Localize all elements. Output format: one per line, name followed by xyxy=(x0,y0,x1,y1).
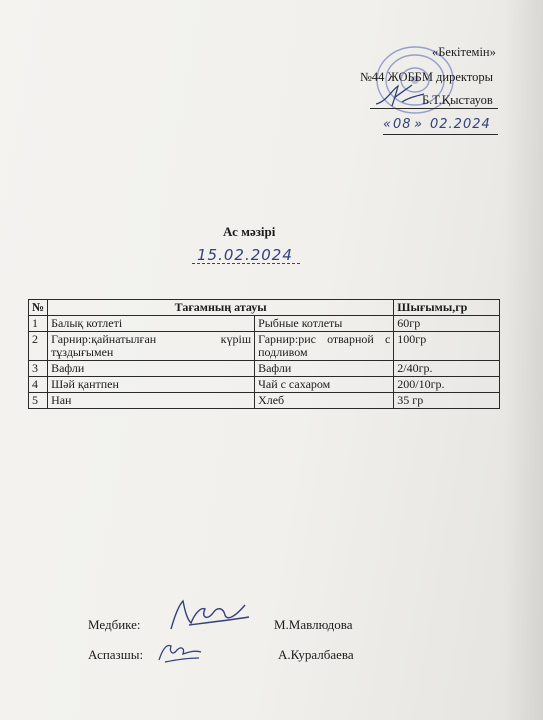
dish-yield: 35 гр xyxy=(394,393,500,409)
director-signature xyxy=(372,82,428,110)
dish-name-ru: Вафли xyxy=(255,361,394,377)
row-number: 1 xyxy=(29,316,48,332)
menu-date: 15.02.2024 xyxy=(197,246,293,264)
row-number: 3 xyxy=(29,361,48,377)
dish-name-ru: Рыбные котлеты xyxy=(255,316,394,332)
menu-title: Ас мәзірі xyxy=(223,224,276,239)
dish-name-kz: Балық котлеті xyxy=(48,316,255,332)
table-header-row xyxy=(29,300,500,316)
director-signature-line xyxy=(370,108,498,109)
dish-yield: 200/10гр. xyxy=(394,377,500,393)
dish-name-kz: Вафли xyxy=(48,361,255,377)
table-row xyxy=(29,377,500,393)
dish-name-kz: Нан xyxy=(48,393,255,409)
director-name: Б.Т.Қыстауов xyxy=(422,93,493,107)
dish-name-kz: Шәй қантпен xyxy=(48,377,255,393)
page-shadow xyxy=(503,0,543,720)
approval-date-mid: » xyxy=(414,117,424,132)
row-number: 2 xyxy=(29,332,48,361)
approval-date-rest: 02.2024 xyxy=(430,117,491,132)
header-dish-name: Тағамның атауы xyxy=(48,300,394,316)
dish-yield: 100гр xyxy=(394,332,500,361)
nurse-signature xyxy=(165,595,255,635)
cook-name: А.Куралбаева xyxy=(278,647,354,662)
menu-table xyxy=(28,299,500,409)
approval-date-day: 08 xyxy=(393,117,412,132)
approval-date-line xyxy=(383,134,498,135)
dish-name-ru: Хлеб xyxy=(255,393,394,409)
header-yield: Шығымы,гр xyxy=(394,300,500,316)
approval-title: «Бекітемін» xyxy=(432,45,496,59)
table-row xyxy=(29,393,500,409)
dish-name-ru: Чай с сахаром xyxy=(255,377,394,393)
approval-position: №44 ЖОББМ директоры xyxy=(360,70,494,84)
menu-date-underline xyxy=(192,263,300,264)
cook-label: Аспазшы: xyxy=(88,647,144,662)
row-number: 4 xyxy=(29,377,48,393)
dish-name-ru: Гарнир:рис отварной с подливом xyxy=(255,332,394,361)
header-number: № xyxy=(29,300,48,316)
dish-name-kz: Гарнир:қайнатылған күріш тұздығымен xyxy=(48,332,255,361)
nurse-label: Медбике: xyxy=(88,617,141,632)
cook-signature xyxy=(155,638,205,666)
approval-date-prefix: « xyxy=(383,117,393,132)
table-row xyxy=(29,332,500,361)
nurse-name: М.Мавлюдова xyxy=(274,617,353,632)
dish-yield: 60гр xyxy=(394,316,500,332)
table-row xyxy=(29,361,500,377)
table-row xyxy=(29,316,500,332)
dish-yield: 2/40гр. xyxy=(394,361,500,377)
row-number: 5 xyxy=(29,393,48,409)
